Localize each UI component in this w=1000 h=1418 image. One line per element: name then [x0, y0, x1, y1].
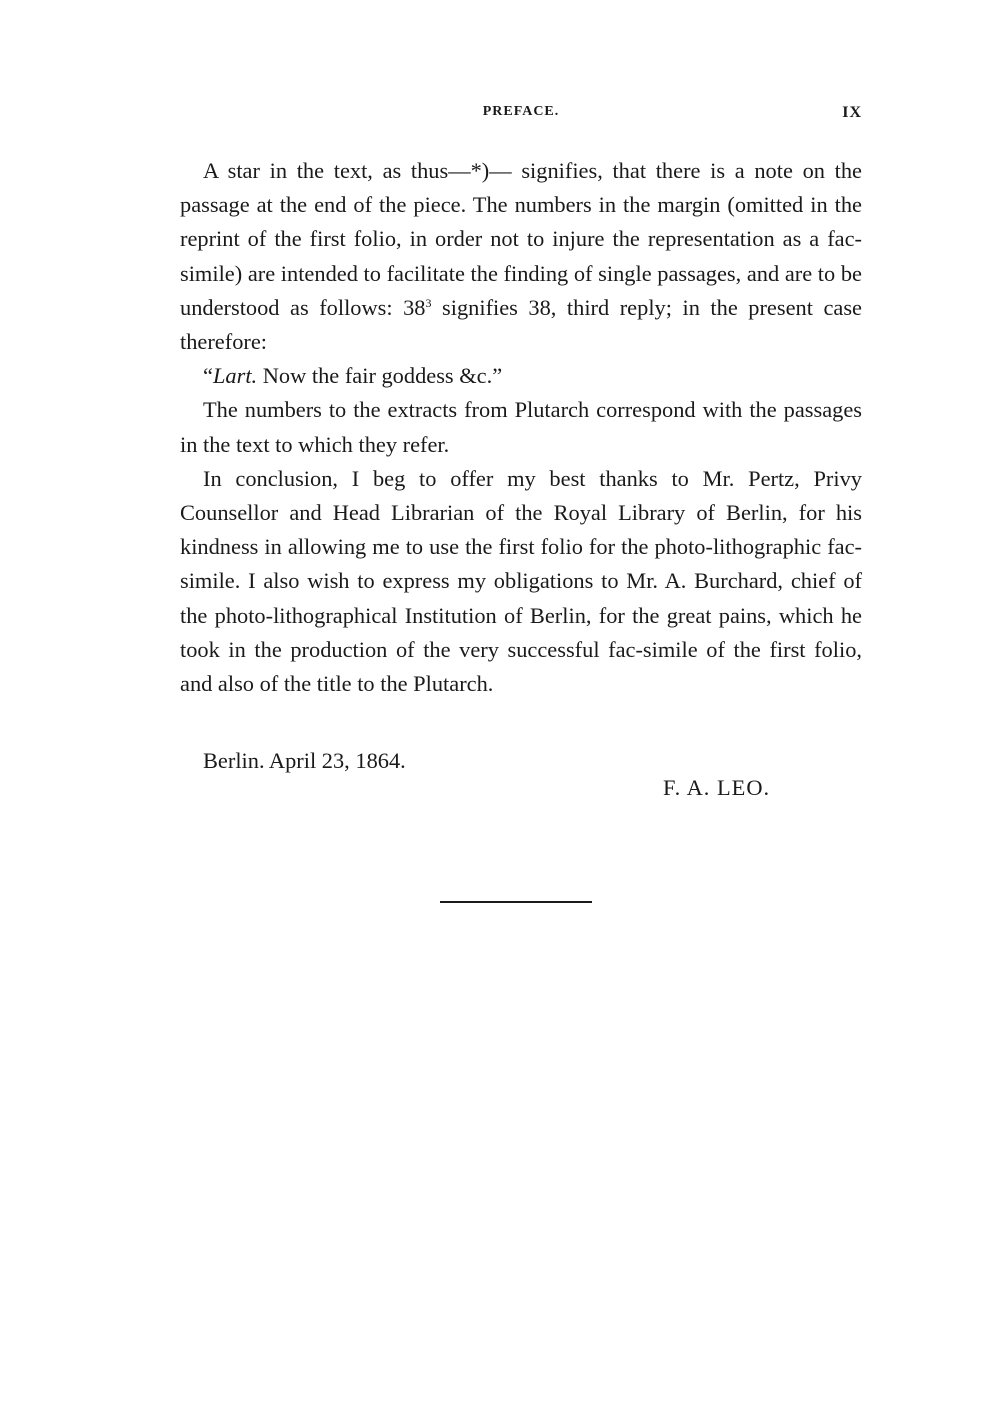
reply-superscript: 3	[425, 295, 432, 310]
quote-speaker: Lart.	[212, 363, 258, 389]
quote-open-mark: “	[203, 363, 213, 389]
paragraph-star-note-tail: signifies 38, third reply; in the present case therefore:	[180, 294, 862, 355]
paragraph-star-note-text: A star in the text, as thus—*)— signifies, that there is a note on the passage at the end of the piece. The numbers in the margin (omitted in the reprint of the first folio, in order not to injure the representation as a fac-simile) are intended to facilitate the finding of single passages, and are to be understood as follows: 38	[180, 158, 862, 320]
page-number: IX	[842, 104, 862, 121]
quotation-example	[180, 359, 862, 393]
body-text	[180, 154, 862, 701]
paragraph-plutarch-numbers: The numbers to the extracts from Plutarch correspond with the passages in the text to which they refer.	[180, 397, 862, 457]
author-signature: F. A. LEO.	[663, 775, 771, 800]
closing-rule	[440, 901, 592, 903]
running-head	[180, 104, 862, 128]
running-title: PREFACE.	[482, 104, 560, 119]
dateline: Berlin. April 23, 1864.	[203, 748, 406, 773]
quote-text: Now the fair goddess &c.”	[257, 363, 503, 389]
paragraph-star-note	[180, 154, 862, 359]
paragraph-acknowledgements: In conclusion, I beg to offer my best thanks to Mr. Pertz, Privy Counsellor and Head Librarian of the Royal Library of Berlin, for his kindness in allowing me to use the first folio for the photo-lithographic fac-simile. I also wish to express my obligations to Mr. A. Burchard, chief of the photo-lithographical Institution of Berlin, for the great pains, which he took in the production of the very successful fac-simile of the first folio, and also of the title to the Plutarch.	[180, 465, 862, 697]
